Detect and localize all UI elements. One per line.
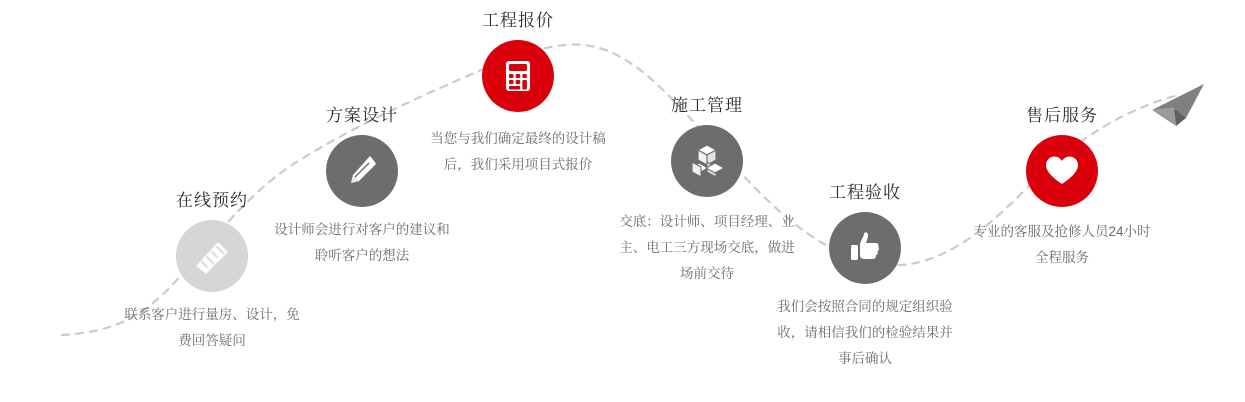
step-description: 联系客户进行量房、设计，免费回答疑问 — [124, 307, 300, 348]
step-project-acceptance[interactable] — [770, 182, 960, 372]
step-title: 工程验收 — [829, 183, 901, 202]
step-icon-wrap — [967, 135, 1157, 207]
calculator-icon — [482, 40, 554, 112]
step-title: 工程报价 — [482, 11, 554, 30]
ruler-icon — [176, 220, 248, 292]
step-after-sales-service[interactable] — [967, 105, 1157, 271]
step-title: 方案设计 — [326, 106, 398, 125]
step-project-quotation[interactable] — [423, 10, 613, 178]
heart-icon — [1026, 135, 1098, 207]
step-title: 在线预约 — [176, 191, 248, 210]
step-description: 设计师会进行对客户的建议和聆听客户的想法 — [274, 222, 450, 263]
boxes-icon — [671, 125, 743, 197]
step-description: 当您与我们确定最终的设计稿后，我们采用项目式报价 — [430, 131, 606, 172]
step-description: 我们会按照合同的规定组织验收，请相信我们的检验结果并事后确认 — [777, 299, 953, 366]
step-title: 施工管理 — [671, 96, 743, 115]
step-description: 交底：设计师、项目经理、业主、电工三方现场交底，做进场前交待 — [619, 214, 795, 281]
arrow-head-icon — [1152, 84, 1204, 126]
thumbs-up-icon — [829, 212, 901, 284]
step-icon-wrap — [770, 212, 960, 284]
step-icon-wrap — [423, 40, 613, 112]
step-title: 售后服务 — [1026, 106, 1098, 125]
pen-icon — [326, 135, 398, 207]
step-description: 专业的客服及抢修人员24小时全程服务 — [973, 224, 1151, 265]
